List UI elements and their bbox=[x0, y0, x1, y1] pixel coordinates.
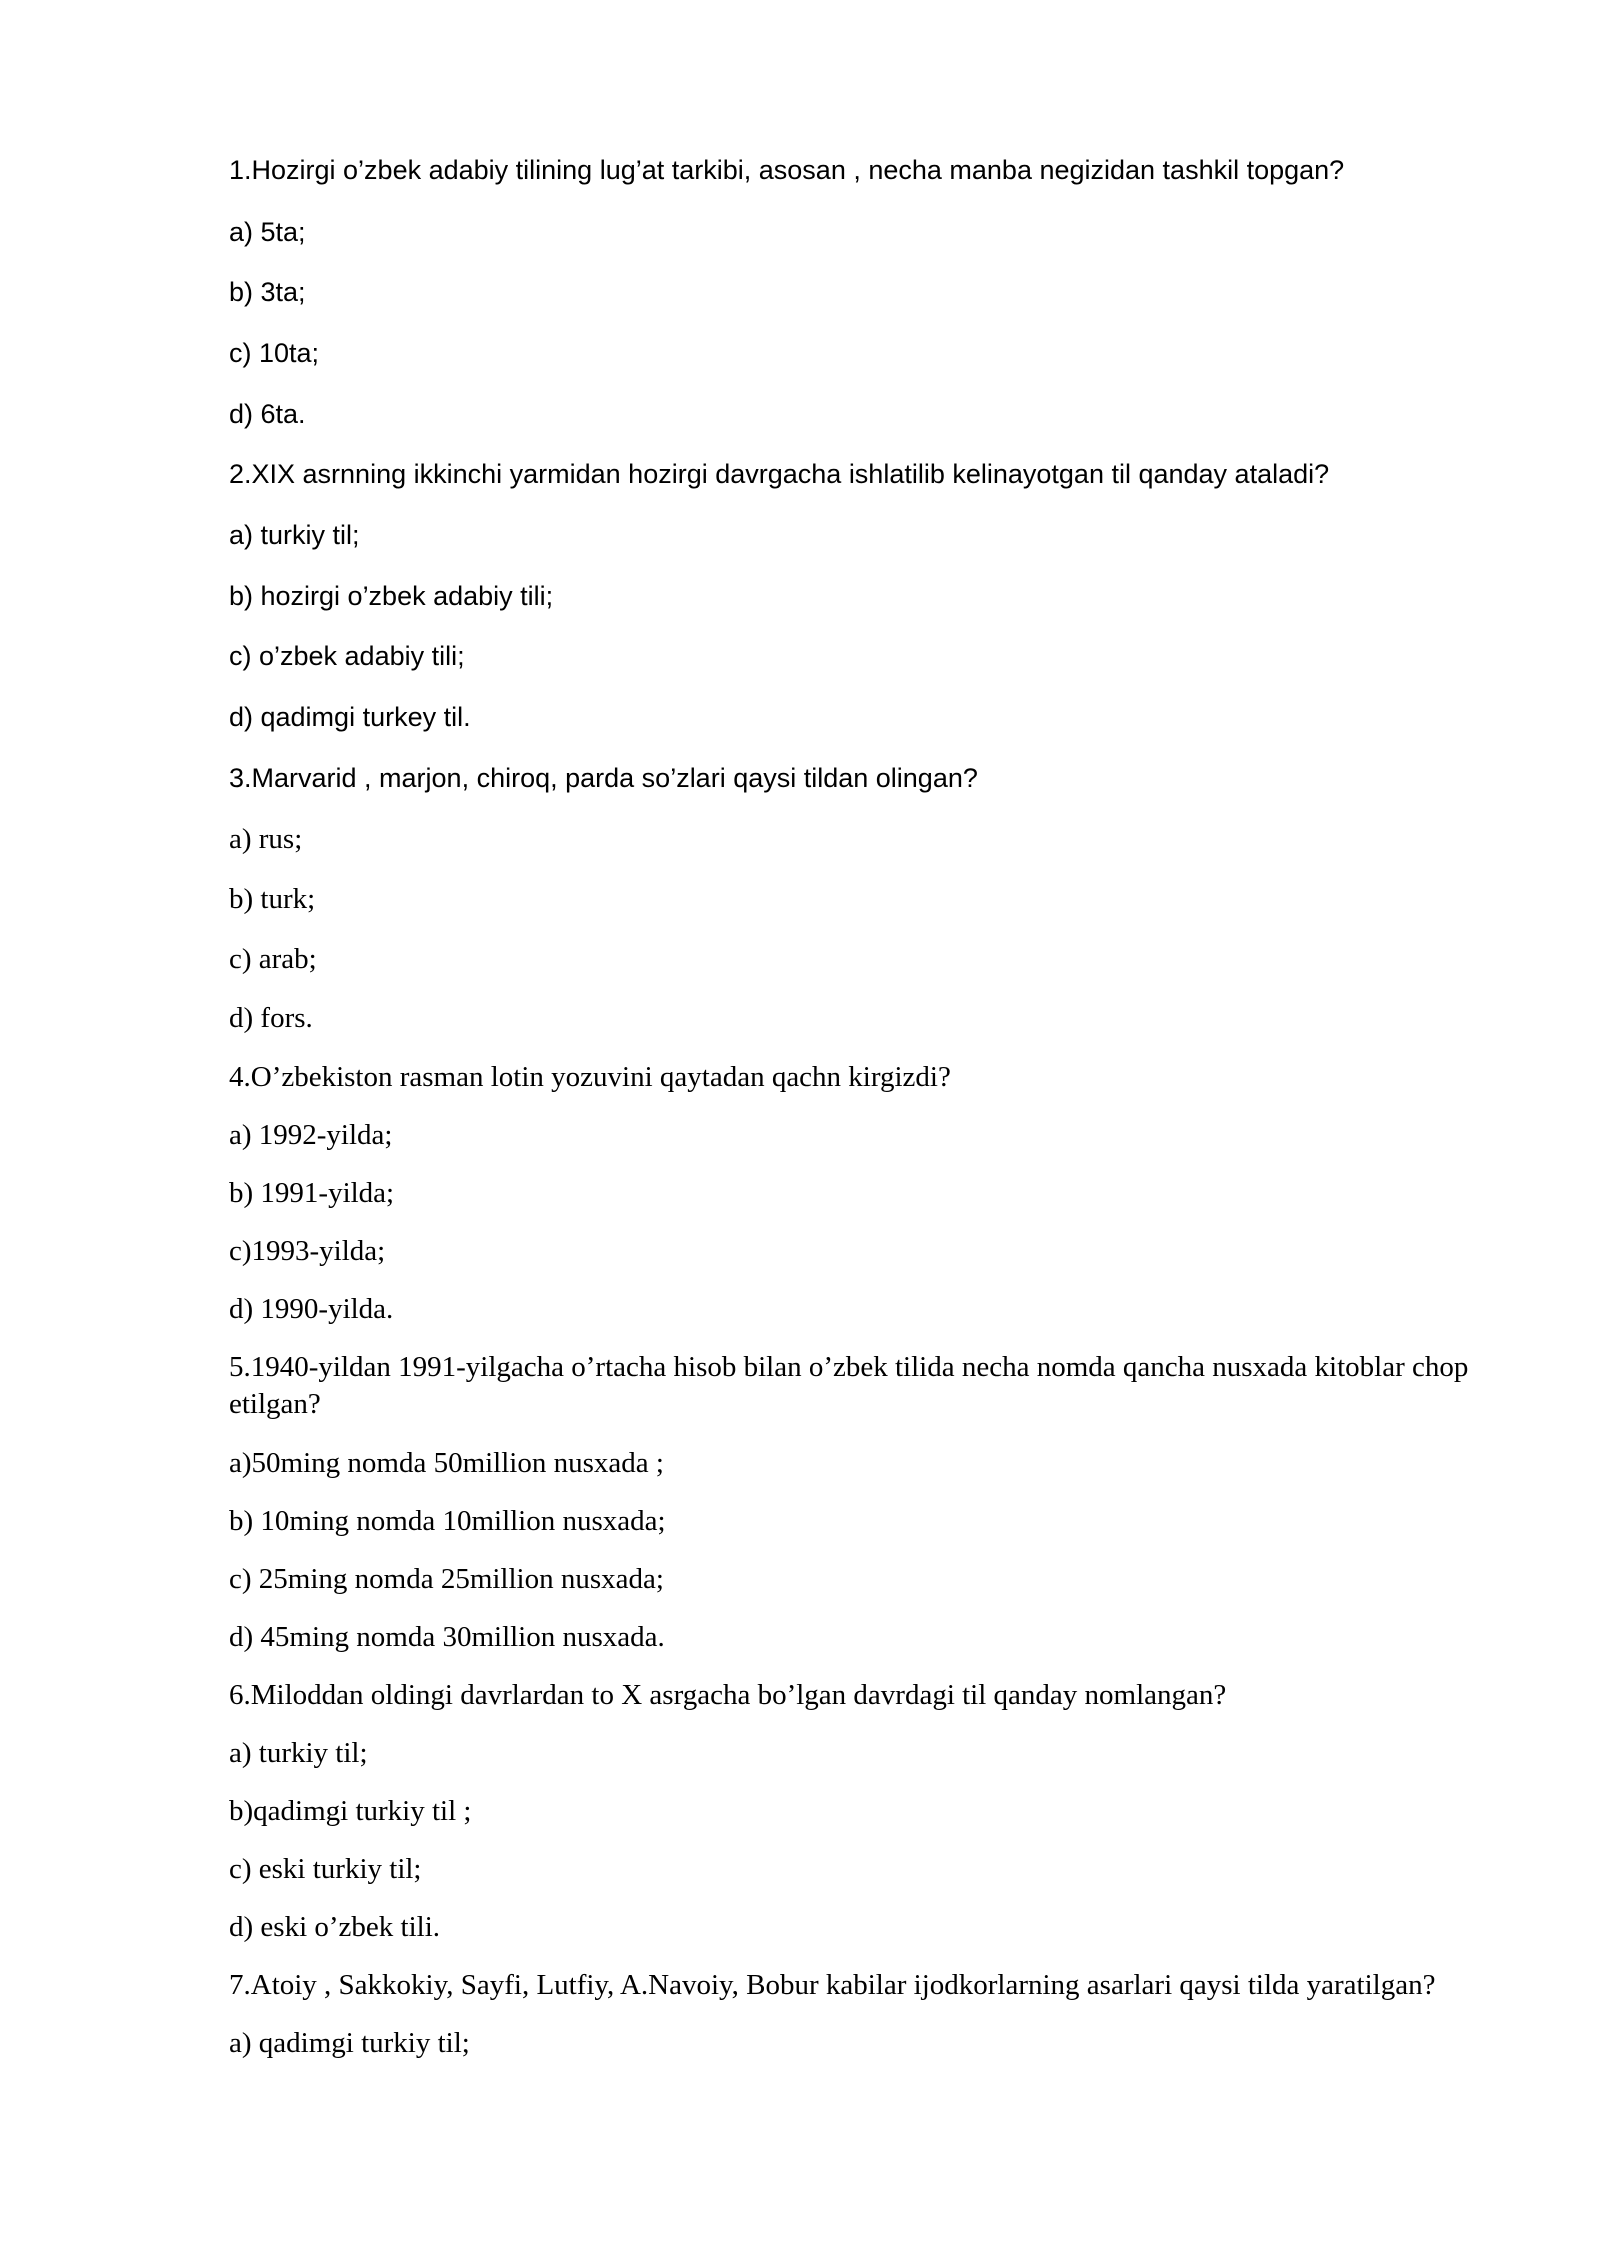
question-2: 2.XIX asrnning ikkinchi yarmidan hozirgi davrgacha ishlatilib kelinayotgan til qanday ataladi? bbox=[229, 459, 1330, 489]
question-5-option-a: a)50ming nomda 50million nusxada ; bbox=[229, 1447, 664, 1479]
question-2-option-b: b) hozirgi o’zbek adabiy tili; bbox=[229, 581, 554, 611]
question-6-option-d: d) eski o’zbek tili. bbox=[229, 1911, 441, 1943]
question-1-option-c: c) 10ta; bbox=[229, 338, 320, 368]
question-7-option-a: a) qadimgi turkiy til; bbox=[229, 2027, 470, 2059]
question-6-option-b: b)qadimgi turkiy til ; bbox=[229, 1795, 472, 1827]
question-3-option-d: d) fors. bbox=[229, 1002, 313, 1034]
question-5-option-b: b) 10ming nomda 10million nusxada; bbox=[229, 1505, 666, 1537]
question-6-option-c: c) eski turkiy til; bbox=[229, 1853, 422, 1885]
question-3-option-c: c) arab; bbox=[229, 943, 317, 975]
question-5: 5.1940-yildan 1991-yilgacha o’rtacha hisob bilan o’zbek tilida necha nomda qancha nusxada kitoblar chop etilgan? bbox=[229, 1351, 1469, 1420]
question-5-option-d: d) 45ming nomda 30million nusxada. bbox=[229, 1621, 665, 1653]
question-7: 7.Atoiy , Sakkokiy, Sayfi, Lutfiy, A.Navoiy, Bobur kabilar ijodkorlarning asarlari qaysi tilda yaratilgan? bbox=[229, 1969, 1436, 2001]
question-5-option-c: c) 25ming nomda 25million nusxada; bbox=[229, 1563, 664, 1595]
question-3: 3.Marvarid , marjon, chiroq, parda so’zlari qaysi tildan olingan? bbox=[229, 763, 978, 793]
question-1-option-b: b) 3ta; bbox=[229, 277, 306, 307]
question-1-option-d: d) 6ta. bbox=[229, 399, 306, 429]
question-4-option-b: b) 1991-yilda; bbox=[229, 1177, 395, 1209]
question-4-option-c: c)1993-yilda; bbox=[229, 1235, 386, 1267]
question-2-option-d: d) qadimgi turkey til. bbox=[229, 702, 471, 732]
question-3-option-a: a) rus; bbox=[229, 823, 303, 855]
question-2-option-c: c) o’zbek adabiy tili; bbox=[229, 641, 465, 671]
question-1-option-a: a) 5ta; bbox=[229, 217, 306, 247]
question-4-option-a: a) 1992-yilda; bbox=[229, 1119, 393, 1151]
question-1: 1.Hozirgi o’zbek adabiy tilining lug’at tarkibi, asosan , necha manba negizidan tashkil topgan? bbox=[229, 155, 1345, 185]
question-3-option-b: b) turk; bbox=[229, 883, 316, 915]
question-6: 6.Miloddan oldingi davrlardan to X asrgacha bo’lgan davrdagi til qanday nomlangan? bbox=[229, 1679, 1227, 1711]
question-2-option-a: a) turkiy til; bbox=[229, 520, 360, 550]
question-4-option-d: d) 1990-yilda. bbox=[229, 1293, 394, 1325]
question-6-option-a: a) turkiy til; bbox=[229, 1737, 368, 1769]
question-4: 4.O’zbekiston rasman lotin yozuvini qaytadan qachn kirgizdi? bbox=[229, 1061, 951, 1093]
